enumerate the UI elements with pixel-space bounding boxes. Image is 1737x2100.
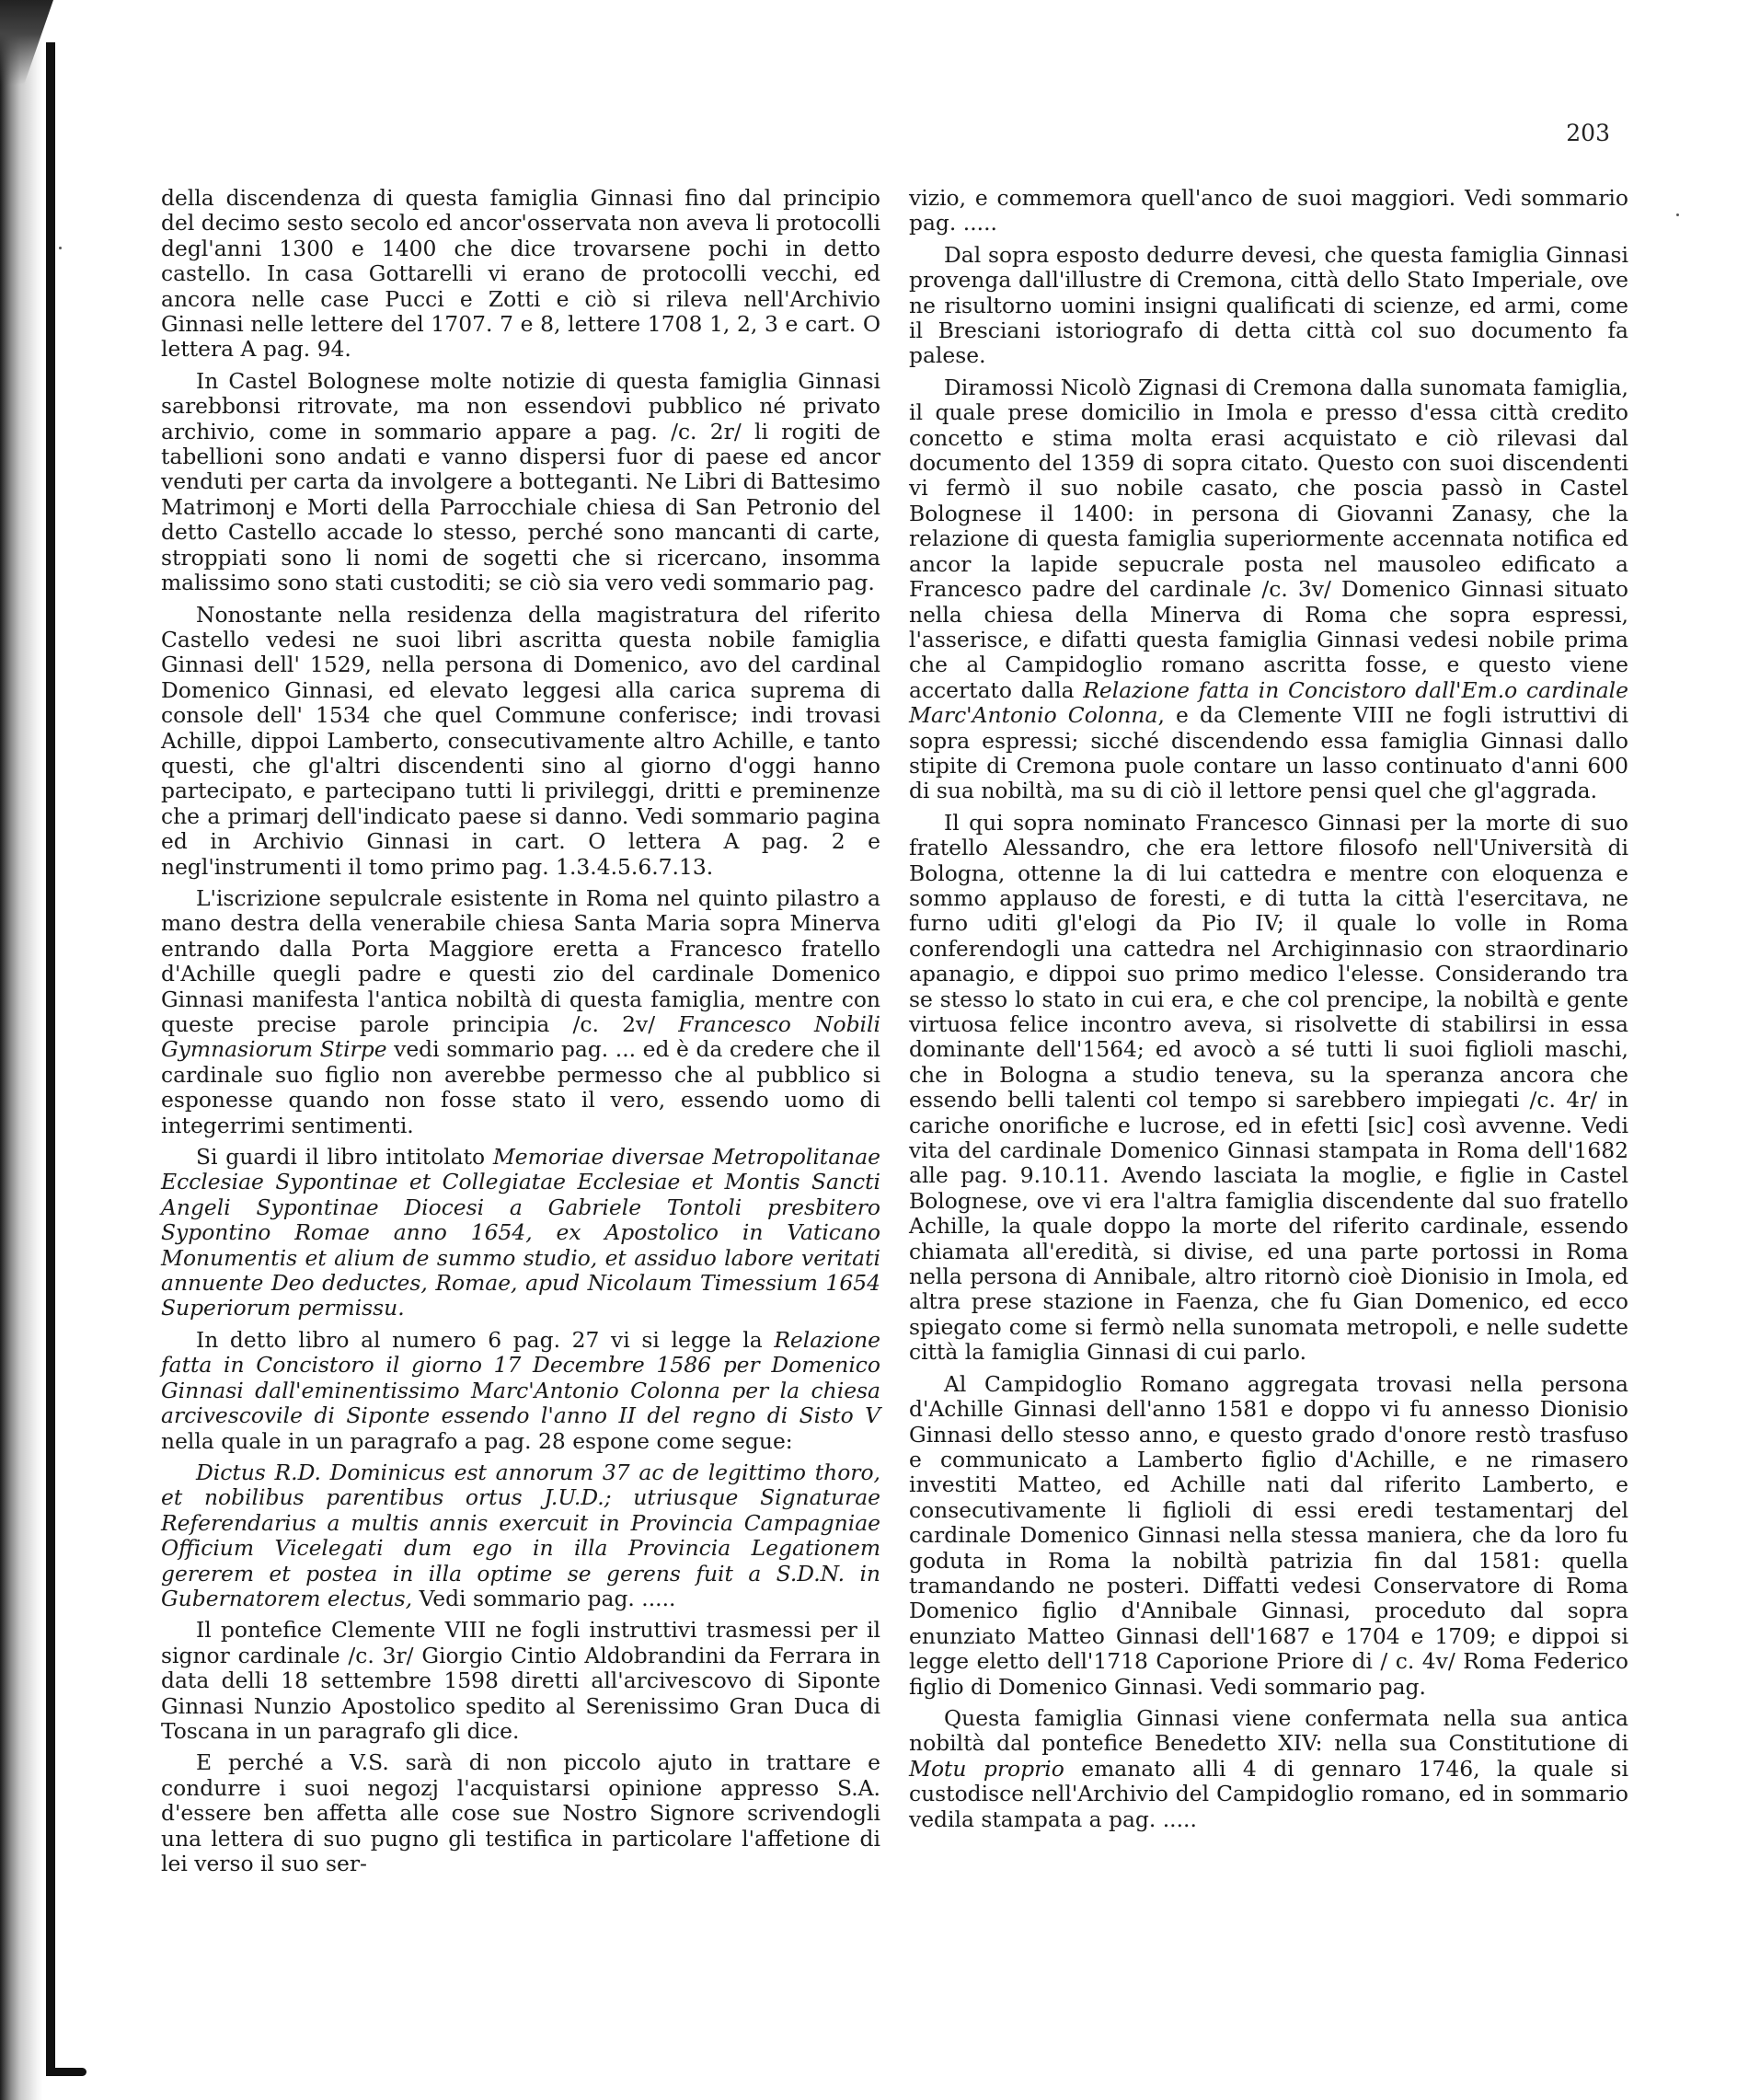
italic-text-run: Dictus R.D. Dominicus est annorum 37 ac de legittimo thoro, et nobilibus parentibus ortus J.U.D.; utriusque Signaturae Referendarius a multis annis exercuit in Provincia Campagniae Officium Vicelegati dum ego in illa Provincia Legationem gererem et postea in illa optime se gerens fuit a S.D.N. in Gubernatorem electus,: [161, 1459, 880, 1611]
text-run: Diramossi Nicolò Zignasi di Cremona dalla sunomata famiglia, il quale prese domicilio in Imola e presso d'essa città credito concetto e stima molta erasi acquistato e ciò rilevasi dal documento del 1359 di sopra citato. Questo con suoi discendenti vi fermò il suo nobile casato, che poscia passò in Castel Bolognese il 1400: in persona di Giovanni Zanasy, che la relazione di questa famiglia superiormente accennata notifica ed ancor la lapide sepucrale posta nel mausoleo edificato a Francesco padre del cardinale /c. 3v/ Domenico Ginnasi situato nella chiesa della Minerva di Roma che sopra espressi, l'asserisce, e difatti questa famiglia Ginnasi vedesi nobile prima che al Campidoglio romano ascritta fosse, e questo viene accertato dalla: [909, 374, 1628, 703]
text-run: vizio, e commemora quell'anco de suoi maggiori. Vedi sommario pag. .....: [909, 185, 1628, 237]
text-run: In Castel Bolognese molte notizie di questa famiglia Ginnasi sarebbonsi ritrovate, ma non essendovi pubblico né privato archivio, come in sommario appare a pag. /c. 2r/ li rogiti de tabellioni sono andati e vanno dispersi fuor di paese ed ancor venduti per carta da involgere a botteganti. Ne Libri di Battesimo Matrimonj e Morti della Parrocchiale chiesa di San Petronio del detto Castello accade lo stesso, perché sono mancanti di carte, stroppiati sono li nomi de sogetti che si ricercano, insomma malissimo sono stati custoditi; se ciò sia vero vedi sommario pag.: [161, 367, 880, 596]
text-run: Si guardi il libro intitolato: [196, 1144, 493, 1171]
text-run: Nonostante nella residenza della magistratura del riferito Castello vedesi ne suoi libri ascritta questa nobile famiglia Ginnasi dell' 1529, nella persona di Domenico, avo del cardinal Domenico Ginnasi, ed elevato leggesi alla carica suprema di console dell' 1534 che quel Commune conferisce; indi trovasi Achille, dippoi Lamberto, consecutivamente altro Achille, e tanto questi, che gl'altri discendenti sino al giorno d'oggi hanno partecipato, e partecipano tutti li privileggi, dritti e preminenze che a primarj dell'indicato paese si danno. Vedi sommario pagina ed in Archivio Ginnasi in cart. O lettera A pag. 2 e negl'instrumenti il tomo primo pag. 1.3.4.5.6.7.13.: [161, 601, 880, 880]
right-paragraph: [909, 1372, 1628, 1700]
page-number: 203: [1566, 120, 1610, 146]
right-paragraph: [909, 186, 1628, 237]
text-run: nella quale in un paragrafo a pag. 28 espone come segue:: [161, 1427, 793, 1454]
text-run: vedi sommario pag. ... ed è da credere che il cardinale suo figlio non averebbe permesso che al pubblico si esponesse quando non fosse stato il vero, essendo uomo di integerrimi sentimenti.: [161, 1036, 880, 1138]
left-paragraph: [161, 186, 880, 363]
italic-text-run: Relazione fatta in Concistoro dall'Em.o cardinale Marc'Antonio Colonna: [909, 676, 1628, 729]
left-paragraph: [161, 1460, 880, 1611]
text-run: Dal sopra esposto dedurre devesi, che questa famiglia Ginnasi provenga dall'illustre di Cremona, città dello Stato Imperiale, ove ne risultorno uomini insigni qualificati di scienze, ed armi, come il Bresciani istoriografo di detta città col suo documento fa palese.: [909, 241, 1628, 369]
right-paragraph: [909, 375, 1628, 804]
left-text-column: [161, 186, 880, 1876]
right-paragraph: [909, 811, 1628, 1366]
left-paragraph: [161, 1618, 880, 1744]
left-margin-rule: [46, 42, 55, 2076]
left-paragraph: [161, 886, 880, 1138]
italic-text-run: Memoriae diversae Metropolitanae Ecclesiae Sypontinae et Collegiatae Ecclesiae et Montis Sancti Angeli Sypontinae Diocesi a Gabriele Tontoli presbitero Sypontino Romae anno 1654, ex Apostolico in Vaticano Monumentis et alium de summo studio, et assiduo labore veritati annuente Deo deductes, Romae, apud Nicolaum Timessium 1654 Superiorum permissu.: [161, 1144, 880, 1321]
text-run: emanato alli 4 di gennaro 1746, la quale si custodisce nell'Archivio del Campidoglio romano, ed in sommario vedila stampata a pag. .....: [909, 1755, 1628, 1832]
book-spine-shadow: [0, 0, 42, 2100]
text-run: Questa famiglia Ginnasi viene confermata nella sua antica nobiltà dal pontefice Benedetto XIV: nella sua Constitutione di: [909, 1704, 1628, 1757]
text-run: Vedi sommario pag. .....: [412, 1585, 676, 1611]
text-run: E perché a V.S. sarà di non piccolo ajuto in trattare e condurre i suoi negozj l'acquistarsi opinione appresso S.A. d'essere ben affetta alle cose sue Nostro Signore scrivendogli una lettera di suo pugno gli testifica in particolare l'affetione di lei verso il suo ser-: [161, 1749, 880, 1876]
text-run: , e da Clemente VIII ne fogli istruttivi di sopra espressi; sicché discendendo essa famiglia Ginnasi dallo stipite di Cremona puole contare un lasso continuato d'anni 600 di sua nobiltà, ma su di ciò il lettore pensi quel che gl'aggrada.: [909, 702, 1629, 804]
text-run: della discendenza di questa famiglia Ginnasi fino dal principio del decimo sesto secolo ed ancor'osservata non aveva li protocolli degl'anni 1300 e 1400 che dice trovarsene pochi in detto castello. In casa Gottarelli vi erano de protocolli vecchi, ed ancora nelle case Pucci e Zotti e ciò si rileva nell'Archivio Ginnasi nelle lettere del 1707. 7 e 8, lettere 1708 1, 2, 3 e cart. O lettera A pag. 94.: [161, 185, 880, 363]
scan-speck: [1676, 213, 1679, 216]
scan-speck: [59, 247, 62, 249]
text-run: Il qui sopra nominato Francesco Ginnasi per la morte di suo fratello Alessandro, che era lettore filosofo nell'Università di Bologna, ottenne la di lui cattedra e mentre con eloquenza e sommo applauso de foresti, e di tutta la città l'esercitava, ne furno uditi gl'elogi da Pio IV; il quale lo volle in Roma conferendogli una cattedra nel Archiginnasio con straordinario apanagio, e dippoi suo primo medico l'elesse. Considerando tra se stesso lo stato in cui era, e che col prencipe, la nobiltà e gente virtuosa felice incontro aveva, si risolvette di stabilirsi in essa dominante dell'1564; ed avocò a sé tutti li suoi figlioli maschi, che in Bologna a studio teneva, su la speranza ancora che essendo belli talenti col tempo si sarebbero impiegati /c. 4r/ in cariche onorifiche e lucrose, ed in efetti [sic] così avvenne. Vedi vita del cardinale Domenico Ginnasi stampata in Roma dell'1682 alle pag. 9.10.11. Avendo lasciata la moglie, e figlie in Castel Bolognese, ove vi era l'altra famiglia discendente dal suo fratello Achille, la quale doppo la morte del riferito cardinale, essendo chiamata all'eredità, si divise, ed una parte portossi in Roma nella persona di Annibale, altro ritornò cioè Dionisio in Imola, ed altra prese stazione in Faenza, che fu Gian Domenico, ed ecco spiegato come si fermò nella sunomata metropoli, e nelle sudette città la famiglia Ginnasi di cui parlo.: [909, 809, 1628, 1366]
right-text-column: [909, 186, 1628, 1832]
italic-text-run: Francesco Nobili Gymnasiorum Stirpe: [161, 1011, 880, 1063]
italic-text-run: Motu proprio: [909, 1755, 1064, 1782]
text-run: L'iscrizione sepulcrale esistente in Roma nel quinto pilastro a mano destra della venerabile chiesa Santa Maria sopra Minerva entrando dalla Porta Maggiore eretta a Francesco fratello d'Achille quegli padre e questi zio del cardinale Domenico Ginnasi manifesta l'antica nobiltà di questa famiglia, mentre con queste precise parole principia /c. 2v/: [161, 884, 880, 1037]
text-run: In detto libro al numero 6 pag. 27 vi si legge la: [196, 1326, 775, 1353]
left-paragraph: [161, 369, 880, 596]
left-paragraph: [161, 1328, 880, 1454]
right-paragraph: [909, 243, 1628, 369]
text-run: Il pontefice Clemente VIII ne fogli instruttivi trasmessi per il signor cardinale /c. 3r/ Giorgio Cintio Aldobrandini da Ferrara in data delli 18 settembre 1598 diretti all'arcivescovo di Siponte Ginnasi Nunzio Apostolico spedito al Serenissimo Gran Duca di Toscana in un paragrafo gli dice.: [161, 1617, 880, 1744]
right-paragraph: [909, 1706, 1628, 1832]
italic-text-run: Relazione fatta in Concistoro il giorno 17 Decembre 1586 per Domenico Ginnasi dall'eminentissimo Marc'Antonio Colonna per la chiesa arcivescovile di Siponte essendo l'anno II del regno di Sisto V: [161, 1326, 880, 1429]
left-paragraph: [161, 603, 880, 880]
left-paragraph: [161, 1145, 880, 1321]
text-run: Al Campidoglio Romano aggregata trovasi nella persona d'Achille Ginnasi dell'anno 1581 e doppo vi fu annesso Dionisio Ginnasi dello stesso anno, e questo grado d'onore restò trasfuso e communicato a Lamberto figlio d'Achille, e ne rimasero investiti Matteo, ed Achille nati dal riferito Lamberto, e consecutivamente li figlioli di essi eredi testamentarj del cardinale Domenico Ginnasi nella stessa maniera, che da loro fu goduta in Roma la nobiltà patrizia fin dal 1581: quella tramandando ne posteri. Diffatti vedesi Conservatore di Roma Domenico figlio d'Annibale Ginnasi, proceduto dal sopra enunziato Matteo Ginnasi dell'1687 e 1704 e 1709; e dippoi si legge eletto dell'1718 Caporione Priore di / c. 4v/ Roma Federico figlio di Domenico Ginnasi. Vedi sommario pag.: [909, 1370, 1628, 1700]
left-paragraph: [161, 1750, 880, 1876]
left-margin-rule-foot: [46, 2068, 86, 2076]
